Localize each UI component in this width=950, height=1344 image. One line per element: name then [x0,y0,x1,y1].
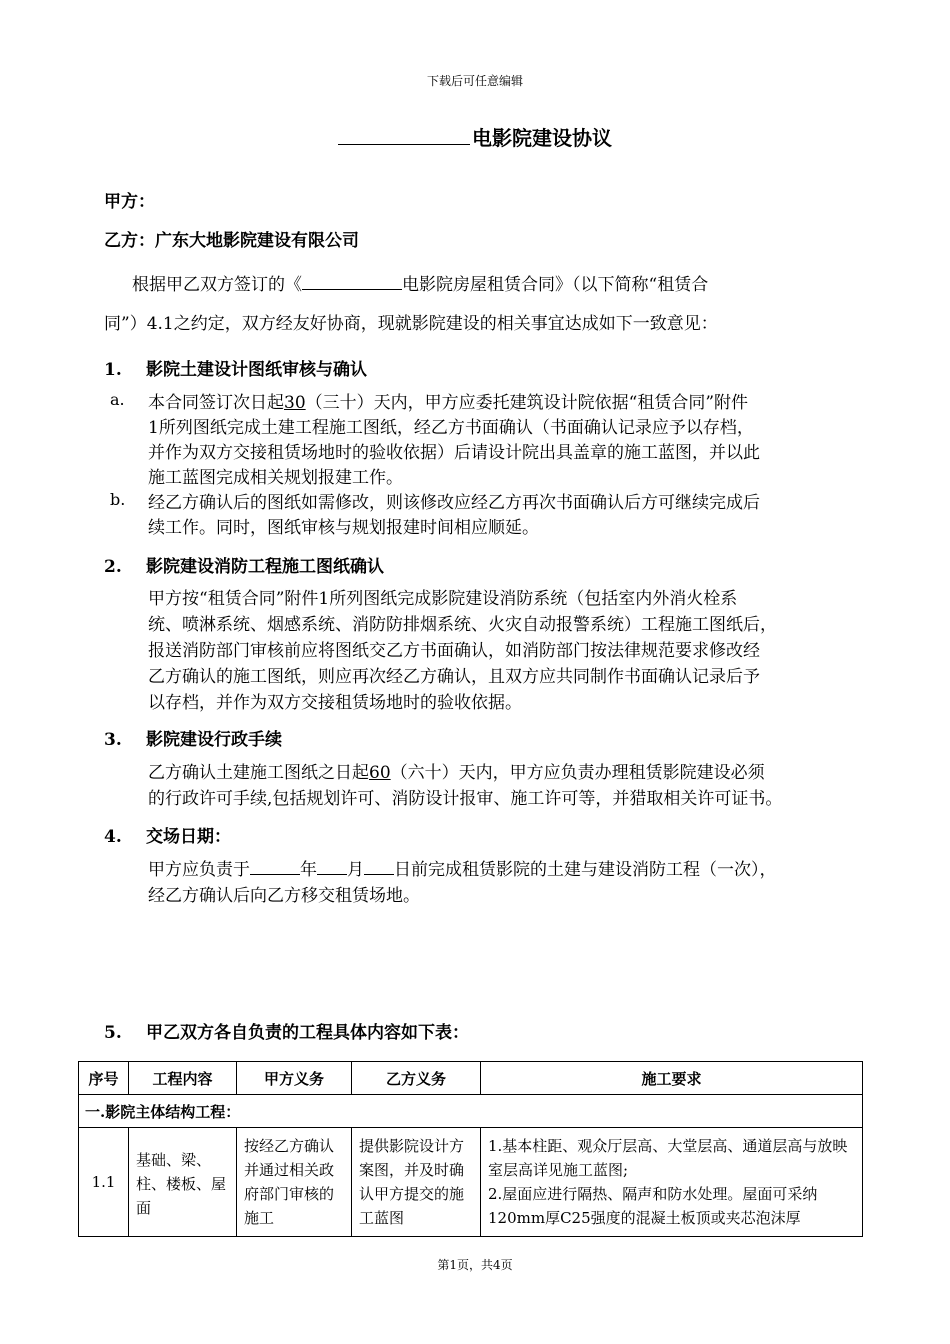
table-section-row [79,1095,863,1128]
section-3-number: 3. [104,730,122,750]
title-blank[interactable] [338,122,470,145]
intro-line-1 [132,270,708,295]
party-b-label: 乙方：广东大地影院建设有限公司 [104,231,359,251]
item-a-marker: a. [110,390,125,409]
section-3-days: 60 [369,763,391,783]
item-a-suffix: （三十）天内，甲方应委托建筑设计院依据“租赁合同”附件 [305,393,749,413]
section-5-title: 甲乙双方各自负责的工程具体内容如下表： [146,1023,469,1043]
page-footer: 第1页，共4页 [437,1258,513,1272]
header-content: 工程内容 [129,1062,237,1095]
section-2-heading [104,552,384,577]
table-header-row [79,1062,863,1095]
row-no-text: 1.1 [91,1173,116,1191]
item-b-line-1: 经乙方确认后的图纸如需修改，则该修改应经乙方再次书面确认后方可继续完成后 [148,493,760,513]
section-2-line-3: 报送消防部门审核前应将图纸交乙方书面确认，如消防部门按法律规范要求修改经 [148,641,760,661]
date-suffix: 日前完成租赁影院的土建与建设消防工程（一次）， [394,860,777,880]
header-note: 下载后可任意编辑 [426,74,523,88]
item-a-line-2: 1所列图纸完成土建工程施工图纸，经乙方书面确认（书面确认记录应予以存档， [148,418,754,438]
item-b-line-2: 续工作。同时，图纸审核与规划报建时间相应顺延。 [148,518,539,538]
month-label: 月 [347,860,364,880]
section-5-number: 5. [104,1023,122,1043]
title-text: 电影院建设协议 [472,126,612,150]
row-no [79,1128,129,1237]
row-content-text: 基础、梁、柱、楼板、屋面 [136,1151,227,1217]
section-4-line-2: 经乙方确认后向乙方移交租赁场地。 [148,886,420,906]
section-4-title: 交场日期： [146,827,231,847]
section-3-heading [104,725,282,750]
intro-prefix: 根据甲乙双方签订的《 [132,275,302,295]
row-party-a-text: 按经乙方确认并通过相关政府部门审核的施工 [244,1137,335,1227]
section-4-number: 4. [104,827,122,847]
year-blank[interactable] [250,857,300,875]
item-a-prefix: 本合同签订次日起 [148,393,284,413]
month-blank[interactable] [317,857,347,875]
row-party-a [237,1128,352,1237]
intro-blank[interactable] [302,272,402,290]
section-2-line-1: 甲方按“租赁合同”附件1所列图纸完成影院建设消防系统（包括室内外消火栓系 [148,589,738,609]
section-3-prefix: 乙方确认土建施工图纸之日起 [148,763,369,783]
row-party-b [352,1128,481,1237]
intro-line-2: 同”）4.1之约定，双方经友好协商，现就影院建设的相关事宜达成如下一致意见： [104,314,718,334]
requirement-item-1: 1.基本柱距、观众厅层高、大堂层高、通道层高与放映室层高详见施工蓝图; [488,1137,848,1179]
document-title [0,122,950,151]
header-requirement: 施工要求 [481,1062,863,1095]
header-party-a: 甲方义务 [237,1062,352,1095]
intro-suffix: 电影院房屋租赁合同》（以下简称“租赁合 [402,275,709,295]
section-row-label: 一.影院主体结构工程： [79,1095,863,1128]
year-label: 年 [300,860,317,880]
section-2-line-2: 统、喷淋系统、烟感系统、消防防排烟系统、火灾自动报警系统）工程施工图纸后， [148,615,777,635]
section-1-number: 1. [104,360,122,380]
section-4-heading [104,822,231,847]
section-2-line-4: 乙方确认的施工图纸，则应再次经乙方确认，且双方应共同制作书面确认记录后予 [148,667,760,687]
requirement-item-2: 2.屋面应进行隔热、隔声和防水处理。屋面可采纳120mm厚C25强度的混凝土板顶或夹芯泡沫厚 [488,1185,818,1227]
date-prefix: 甲方应负责于 [148,860,250,880]
section-3-suffix: （六十）天内，甲方应负责办理租赁影院建设必须 [390,763,765,783]
section-1-title: 影院土建设计图纸审核与确认 [146,360,367,380]
item-b-marker: b. [110,490,126,509]
section-2-number: 2. [104,557,122,577]
item-a-line-3: 并作为双方交接租赁场地时的验收依据）后请设计院出具盖章的施工蓝图，并以此 [148,443,760,463]
day-blank[interactable] [364,857,394,875]
works-table [78,1061,863,1237]
row-party-b-text: 提供影院设计方案图，并及时确认甲方提交的施工蓝图 [359,1137,465,1227]
section-2-title: 影院建设消防工程施工图纸确认 [146,557,384,577]
section-1-heading [104,355,367,380]
section-3-line-1 [148,758,765,783]
row-requirement [481,1128,863,1237]
header-no: 序号 [79,1062,129,1095]
table-row [79,1128,863,1237]
section-3-line-2: 的行政许可手续,包括规划许可、消防设计报审、施工许可等，并猎取相关许可证书。 [148,789,783,809]
party-a-label: 甲方： [104,192,155,212]
row-content [129,1128,237,1237]
section-2-line-5: 以存档，并作为双方交接租赁场地时的验收依据。 [148,693,522,713]
item-a-days: 30 [284,393,306,413]
item-a-line-4: 施工蓝图完成相关规划报建工作。 [148,468,403,488]
section-5-heading [104,1018,469,1043]
section-4-line-1 [148,855,777,880]
section-3-title: 影院建设行政手续 [146,730,282,750]
item-a-line-1 [148,388,748,413]
header-party-b: 乙方义务 [352,1062,481,1095]
